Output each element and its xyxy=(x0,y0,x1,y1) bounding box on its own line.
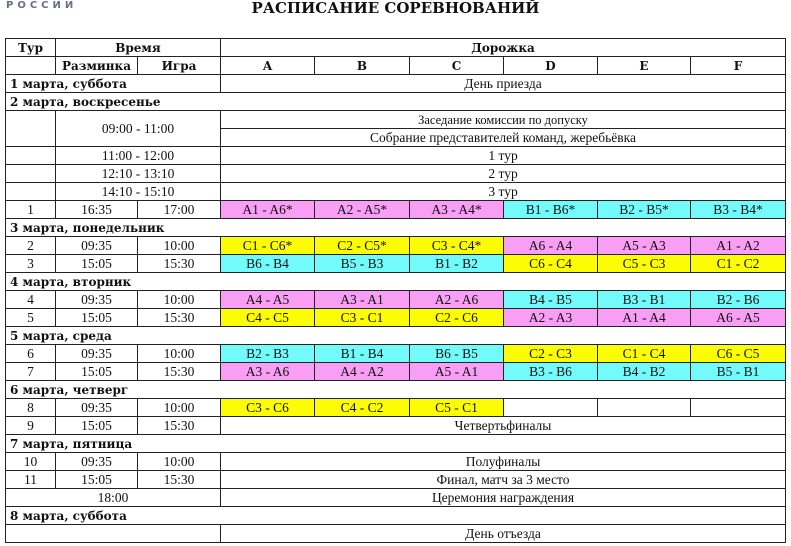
warmup-time: 09:35 xyxy=(56,453,138,471)
lane-d-match: A2 - A3 xyxy=(504,309,598,327)
col-header-game: Игра xyxy=(138,57,221,75)
lane-c-match: A2 - A6 xyxy=(410,291,504,309)
lane-a-match: C3 - C6 xyxy=(221,399,315,417)
day-label: 5 марта, среда xyxy=(6,327,786,345)
lane-b-match: A2 - A5* xyxy=(315,201,410,219)
lane-f-match: C1 - C2 xyxy=(691,255,786,273)
warmup-time: 09:35 xyxy=(56,237,138,255)
game-row xyxy=(6,201,786,219)
day-label: 1 марта, суббота xyxy=(6,75,221,93)
lane-d-match xyxy=(504,399,598,417)
schedule-row xyxy=(6,147,786,165)
lane-e-match: B2 - B5* xyxy=(598,201,691,219)
game-time: 10:00 xyxy=(138,291,221,309)
game-time: 15:30 xyxy=(138,255,221,273)
lane-e-match: C5 - C3 xyxy=(598,255,691,273)
day-label: 8 марта, суббота xyxy=(6,507,786,525)
lane-c-match: C5 - C1 xyxy=(410,399,504,417)
warmup-time: 15:05 xyxy=(56,417,138,435)
warmup-time: 16:35 xyxy=(56,201,138,219)
lane-c-match: A3 - A4* xyxy=(410,201,504,219)
col-header-lane-c: C xyxy=(410,57,504,75)
round-number: 5 xyxy=(6,309,56,327)
game-time: 10:00 xyxy=(138,399,221,417)
col-header-lane-b: B xyxy=(315,57,410,75)
event-cell: 2 тур xyxy=(221,165,786,183)
col-header-lane-d: D xyxy=(504,57,598,75)
warmup-time: 09:35 xyxy=(56,345,138,363)
time-range: 11:00 - 12:00 xyxy=(56,147,221,165)
game-time: 15:30 xyxy=(138,471,221,489)
day-label: 6 марта, четверг xyxy=(6,381,786,399)
game-time: 10:00 xyxy=(138,345,221,363)
time-range: 12:10 - 13:10 xyxy=(56,165,221,183)
lane-b-match: B5 - B3 xyxy=(315,255,410,273)
schedule-table xyxy=(5,38,786,543)
event-cell: Собрание представителей команд, жеребьёвка xyxy=(221,129,786,147)
day-row xyxy=(6,219,786,237)
schedule-row xyxy=(6,165,786,183)
event-cell: 1 тур xyxy=(221,147,786,165)
lane-f-match: B5 - B1 xyxy=(691,363,786,381)
lane-c-match: B1 - B2 xyxy=(410,255,504,273)
header-row-2 xyxy=(6,57,786,75)
lane-b-match: C4 - C2 xyxy=(315,399,410,417)
lane-a-match: C1 - C6* xyxy=(221,237,315,255)
col-header-lane-e: E xyxy=(598,57,691,75)
lane-b-match: C2 - C5* xyxy=(315,237,410,255)
day-label: 7 марта, пятница xyxy=(6,435,786,453)
round-number: 10 xyxy=(6,453,56,471)
round-number: 11 xyxy=(6,471,56,489)
lane-d-match: C2 - C3 xyxy=(504,345,598,363)
lane-f-match: B2 - B6 xyxy=(691,291,786,309)
lane-d-match: B1 - B6* xyxy=(504,201,598,219)
game-row xyxy=(6,399,786,417)
schedule-row xyxy=(6,111,786,129)
game-row xyxy=(6,291,786,309)
lane-a-match: A1 - A6* xyxy=(221,201,315,219)
col-header-lane-a: A xyxy=(221,57,315,75)
lane-a-match: B2 - B3 xyxy=(221,345,315,363)
game-time: 10:00 xyxy=(138,453,221,471)
warmup-time: 15:05 xyxy=(56,309,138,327)
round-number: 7 xyxy=(6,363,56,381)
game-row xyxy=(6,471,786,489)
lane-f-match xyxy=(691,399,786,417)
lane-d-match: B4 - B5 xyxy=(504,291,598,309)
col-header-lane-f: F xyxy=(691,57,786,75)
lane-b-match: B1 - B4 xyxy=(315,345,410,363)
day-label: 4 марта, вторник xyxy=(6,273,786,291)
lane-d-match: B3 - B6 xyxy=(504,363,598,381)
game-time: 15:30 xyxy=(138,363,221,381)
round-cell xyxy=(6,147,56,165)
col-header-time: Время xyxy=(56,39,221,57)
game-time: 15:30 xyxy=(138,417,221,435)
lane-f-match: A6 - A5 xyxy=(691,309,786,327)
lane-c-match: C2 - C6 xyxy=(410,309,504,327)
lane-d-match: A6 - A4 xyxy=(504,237,598,255)
event-cell: Полуфиналы xyxy=(221,453,786,471)
round-number: 2 xyxy=(6,237,56,255)
lane-e-match: A5 - A3 xyxy=(598,237,691,255)
round-number: 1 xyxy=(6,201,56,219)
empty-cell xyxy=(6,57,56,75)
lane-b-match: A3 - A1 xyxy=(315,291,410,309)
warmup-time: 09:35 xyxy=(56,291,138,309)
header-row-1 xyxy=(6,39,786,57)
lane-f-match: C6 - C5 xyxy=(691,345,786,363)
day-row xyxy=(6,327,786,345)
warmup-time: 15:05 xyxy=(56,363,138,381)
game-time: 17:00 xyxy=(138,201,221,219)
lane-c-match: B6 - B5 xyxy=(410,345,504,363)
warmup-time: 15:05 xyxy=(56,255,138,273)
event-cell: Финал, матч за 3 место xyxy=(221,471,786,489)
lane-a-match: B6 - B4 xyxy=(221,255,315,273)
day-label: 3 марта, понедельник xyxy=(6,219,786,237)
schedule-row xyxy=(6,525,786,543)
col-header-sheet: Дорожка xyxy=(221,39,786,57)
round-cell xyxy=(6,111,56,147)
event-cell: Церемония награждения xyxy=(221,489,786,507)
event-cell: Заседание комиссии по допуску xyxy=(221,111,786,129)
time-range: 09:00 - 11:00 xyxy=(56,111,221,147)
round-number: 4 xyxy=(6,291,56,309)
schedule-row xyxy=(6,183,786,201)
game-row xyxy=(6,345,786,363)
warmup-time: 09:35 xyxy=(56,399,138,417)
game-row xyxy=(6,237,786,255)
time-range: 14:10 - 15:10 xyxy=(56,183,221,201)
lane-e-match xyxy=(598,399,691,417)
ceremony-time: 18:00 xyxy=(6,489,221,507)
round-number: 9 xyxy=(6,417,56,435)
lane-d-match: C6 - C4 xyxy=(504,255,598,273)
lane-b-match: C3 - C1 xyxy=(315,309,410,327)
day-row xyxy=(6,435,786,453)
lane-e-match: B3 - B1 xyxy=(598,291,691,309)
day-row xyxy=(6,273,786,291)
logo-text: РОССИИ xyxy=(6,0,78,11)
round-cell xyxy=(6,183,56,201)
lane-c-match: A5 - A1 xyxy=(410,363,504,381)
day-event: День приезда xyxy=(221,75,786,93)
lane-f-match: B3 - B4* xyxy=(691,201,786,219)
game-row xyxy=(6,417,786,435)
empty-cell xyxy=(6,525,221,543)
lane-f-match: A1 - A2 xyxy=(691,237,786,255)
day-row xyxy=(6,93,786,111)
lane-e-match: C1 - C4 xyxy=(598,345,691,363)
game-row xyxy=(6,363,786,381)
col-header-warmup: Разминка xyxy=(56,57,138,75)
page-title: РАСПИСАНИЕ СОРЕВНОВАНИЙ xyxy=(251,0,540,17)
day-row xyxy=(6,507,786,525)
lane-e-match: B4 - B2 xyxy=(598,363,691,381)
lane-a-match: C4 - C5 xyxy=(221,309,315,327)
day-label: 2 марта, воскресенье xyxy=(6,93,786,111)
round-cell xyxy=(6,165,56,183)
game-row xyxy=(6,309,786,327)
lane-c-match: C3 - C4* xyxy=(410,237,504,255)
day-row xyxy=(6,381,786,399)
lane-b-match: A4 - A2 xyxy=(315,363,410,381)
day-event: День отъезда xyxy=(221,525,786,543)
round-number: 3 xyxy=(6,255,56,273)
event-cell: Четвертьфиналы xyxy=(221,417,786,435)
warmup-time: 15:05 xyxy=(56,471,138,489)
lane-a-match: A4 - A5 xyxy=(221,291,315,309)
round-number: 8 xyxy=(6,399,56,417)
game-row xyxy=(6,255,786,273)
lane-a-match: A3 - A6 xyxy=(221,363,315,381)
game-time: 15:30 xyxy=(138,309,221,327)
lane-e-match: A1 - A4 xyxy=(598,309,691,327)
game-time: 10:00 xyxy=(138,237,221,255)
event-cell: 3 тур xyxy=(221,183,786,201)
round-number: 6 xyxy=(6,345,56,363)
col-header-round: Тур xyxy=(6,39,56,57)
schedule-row xyxy=(6,489,786,507)
game-row xyxy=(6,453,786,471)
day-row xyxy=(6,75,786,93)
